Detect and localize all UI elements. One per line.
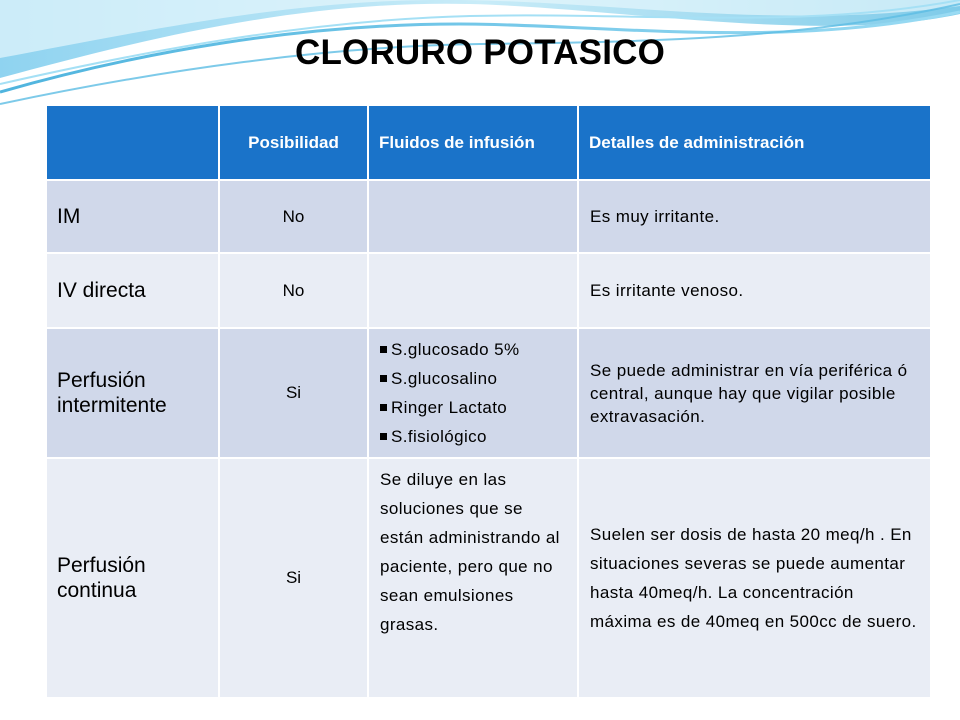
route-cell: IM — [46, 180, 219, 253]
slide-title: CLORURO POTASICO — [294, 33, 666, 72]
fluid-label: Ringer Lactato — [391, 398, 508, 417]
list-item — [380, 335, 566, 364]
possibility-cell: Si — [219, 328, 368, 458]
square-bullet-icon — [380, 375, 387, 382]
fluid-label: S.glucosado 5% — [391, 340, 520, 359]
fluid-label: S.fisiológico — [391, 427, 487, 446]
table-header-row — [46, 105, 931, 180]
details-cell: Se puede administrar en vía periférica ó central, aunque hay que vigilar posible extravasación. — [578, 328, 931, 458]
fluids-cell — [368, 180, 578, 253]
list-item — [380, 364, 566, 393]
details-cell: Es irritante venoso. — [578, 253, 931, 328]
details-cell: Es muy irritante. — [578, 180, 931, 253]
fluids-cell — [368, 328, 578, 458]
table-row — [46, 180, 931, 253]
route-cell: Perfusión continua — [46, 458, 219, 698]
possibility-cell: No — [219, 180, 368, 253]
fluids-cell — [368, 253, 578, 328]
administration-table — [45, 104, 932, 699]
list-item — [380, 393, 566, 422]
table-row — [46, 328, 931, 458]
details-cell: Suelen ser dosis de hasta 20 meq/h . En situaciones severas se puede aumentar hasta 40meq/h. La concentración máxima es de 40meq en 500cc de suero. — [578, 458, 931, 698]
list-item — [380, 422, 566, 451]
route-cell: IV directa — [46, 253, 219, 328]
fluids-cell: Se diluye en las soluciones que se están administrando al paciente, pero que no sean emulsiones grasas. — [368, 458, 578, 698]
header-details: Detalles de administración — [578, 105, 931, 180]
table-row — [46, 253, 931, 328]
possibility-cell: No — [219, 253, 368, 328]
header-possibility: Posibilidad — [219, 105, 368, 180]
square-bullet-icon — [380, 404, 387, 411]
fluid-label: S.glucosalino — [391, 369, 498, 388]
header-fluids: Fluidos de infusión — [368, 105, 578, 180]
square-bullet-icon — [380, 433, 387, 440]
route-cell: Perfusión intermitente — [46, 328, 219, 458]
square-bullet-icon — [380, 346, 387, 353]
fluid-list — [380, 335, 566, 451]
table-row — [46, 458, 931, 698]
header-route — [46, 105, 219, 180]
possibility-cell: Si — [219, 458, 368, 698]
